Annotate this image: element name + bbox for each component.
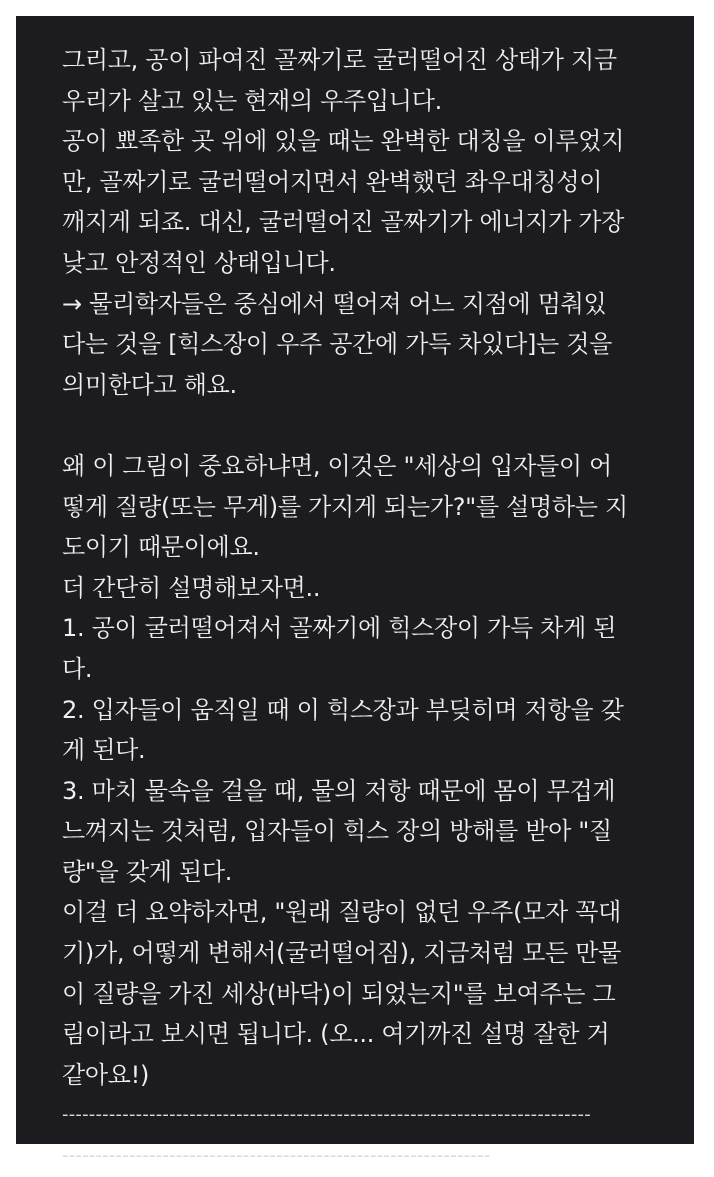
text-line: 깨지게 되죠. 대신, 굴러떨어진 골짜기가 에너지가 가장 <box>62 208 625 237</box>
text-line: 량"을 갖게 된다. <box>62 857 233 886</box>
text-line: 이걸 더 요약하자면, "원래 질량이 없던 우주(모자 꼭대 <box>62 898 621 927</box>
text-line: 공이 뾰족한 곳 위에 있을 때는 완벽한 대칭을 이루었지 <box>62 127 625 156</box>
post-content <box>62 40 702 1177</box>
text-line: 림이라고 보시면 됩니다. (오... 여기까진 설명 잘한 거 <box>62 1020 610 1049</box>
paragraph-gap <box>62 405 702 446</box>
dashed-separator <box>62 1095 702 1176</box>
text-line: 도이기 때문이에요. <box>62 533 260 562</box>
text-line: 이 질량을 가진 세상(바닥)이 되었는지"를 보여주는 그 <box>62 979 616 1008</box>
paragraph-why-important <box>62 446 702 1096</box>
text-line: 다. <box>62 654 93 683</box>
text-line: 더 간단히 설명해보자면.. <box>62 573 321 602</box>
post-body-panel <box>16 16 694 1167</box>
text-line: 그리고, 공이 파여진 골짜기로 굴러떨어진 상태가 지금 <box>62 46 617 74</box>
text-line: 게 된다. <box>62 736 146 765</box>
text-line: 기)가, 어떻게 변해서(굴러떨어짐), 지금처럼 모든 만물 <box>62 939 622 968</box>
text-line: 낮고 안정적인 상태입니다. <box>62 248 336 277</box>
separator-line-2: ---------------------------------------------------------------- <box>62 1145 491 1167</box>
text-line: 의미한다고 해요. <box>62 370 237 399</box>
text-line: 같아요!) <box>62 1060 150 1089</box>
text-line: 1. 공이 굴러떨어져서 골짜기에 힉스장이 가득 차게 된 <box>62 614 617 643</box>
text-line: → 물리학자들은 중심에서 떨어져 어느 지점에 멈춰있 <box>62 289 607 318</box>
text-line: 2. 입자들이 움직일 때 이 힉스장과 부딪히며 저항을 갖 <box>62 695 624 724</box>
paragraph-higgs-valley <box>62 40 702 405</box>
text-line: 다는 것을 [힉스장이 우주 공간에 가득 차있다]는 것을 <box>62 330 612 359</box>
separator-line-1: ------------------------------------------------------------------------------- <box>62 1104 591 1126</box>
text-line: 떻게 질량(또는 무게)를 가지게 되는가?"를 설명하는 지 <box>62 492 628 521</box>
text-line: 만, 골짜기로 굴러떨어지면서 완벽했던 좌우대칭성이 <box>62 167 603 196</box>
text-line: 왜 이 그림이 중요하냐면, 이것은 "세상의 입자들이 어 <box>62 451 612 480</box>
text-line: 느껴지는 것처럼, 입자들이 힉스 장의 방해를 받아 "질 <box>62 817 612 846</box>
text-line: 우리가 살고 있는 현재의 우주입니다. <box>62 86 442 115</box>
text-line: 3. 마치 물속을 걸을 때, 물의 저항 때문에 몸이 무겁게 <box>62 776 616 805</box>
